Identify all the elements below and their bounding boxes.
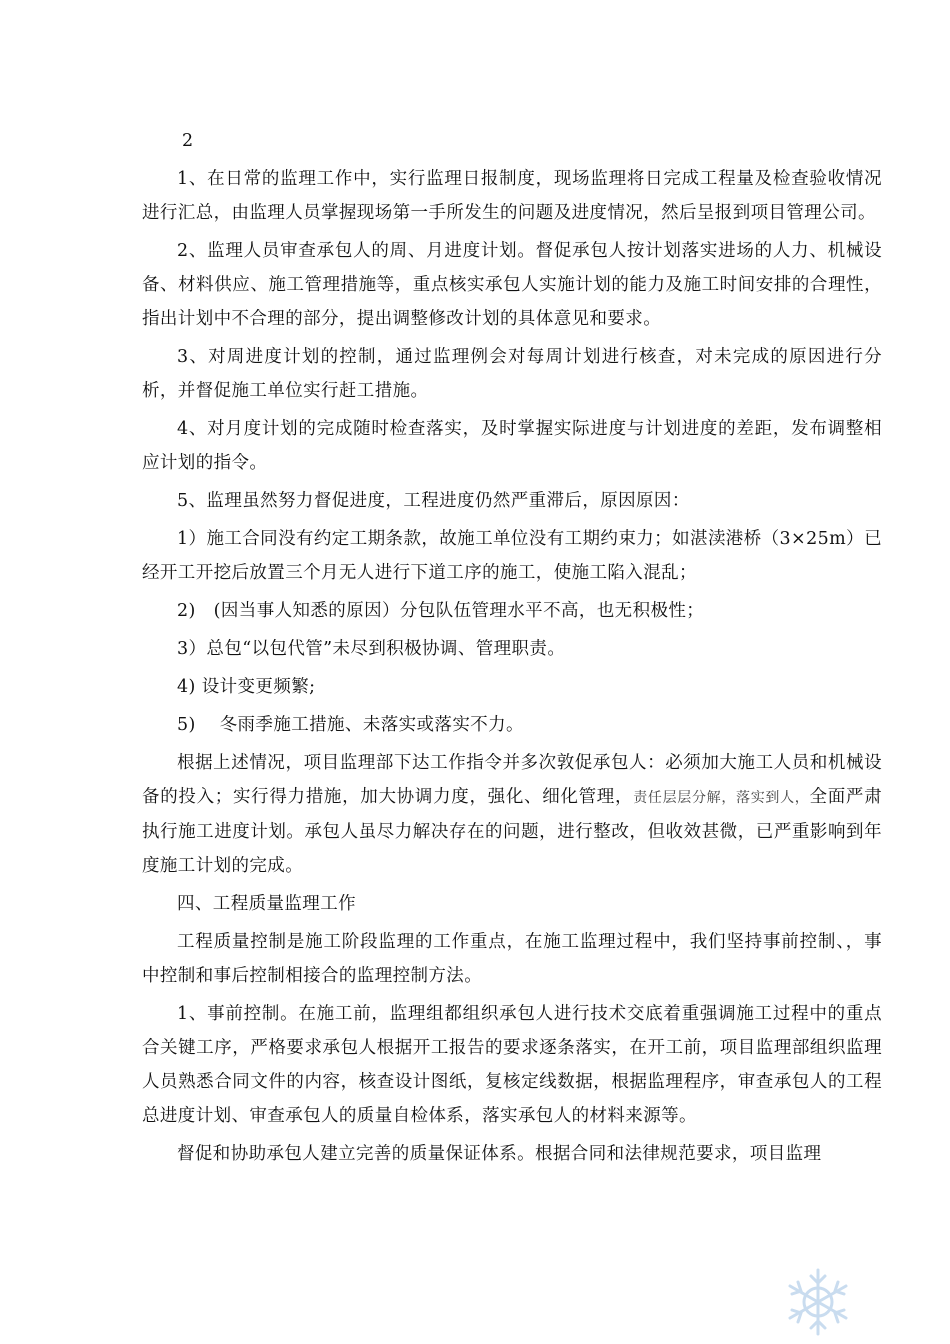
section-heading-quality: 四、工程质量监理工作 <box>177 894 356 914</box>
paragraph-quality-control: 工程质量控制是施工阶段监理的工作重点，在施工监理过程中，我们坚持事前控制、，事中控制和事后控制相接合的监理控制方法。 <box>142 932 882 986</box>
instructions-part-3: 全面严肃执行施工进度计划。承包人虽尽力解决存在的问题，进行整改，但收效甚微，已严重影响到年度施工计划的完成。 <box>142 787 882 876</box>
snowflake-watermark-icon <box>778 1266 858 1336</box>
reason-item-5: 5) 冬雨季施工措施、未落实或落实不力。 <box>177 715 524 735</box>
paragraph-instructions <box>142 746 882 883</box>
page-number: 2 <box>182 131 194 151</box>
paragraph-daily-report: 1、在日常的监理工作中，实行监理日报制度，现场监理将日完成工程量及检查验收情况进行汇总，由监理人员掌握现场第一手所发生的问题及进度情况，然后呈报到项目管理公司。 <box>142 169 882 223</box>
reason-item-3: 3）总包“以包代管”未尽到积极协调、管理职责。 <box>177 639 566 659</box>
reason-item-1: 1）施工合同没有约定工期条款，故施工单位没有工期约束力；如湛渎港桥（3×25m）已经开工开挖后放置三个月无人进行下道工序的施工，使施工陷入混乱； <box>142 529 882 583</box>
reason-item-4: 4) 设计变更频繁; <box>177 677 316 697</box>
paragraph-pre-control: 1、事前控制。在施工前，监理组都组织承包人进行技术交底着重强调施工过程中的重点合关键工序，严格要求承包人根据开工报告的要求逐条落实，在开工前，项目监理部组织监理人员熟悉合同文件的内容，核查设计图纸，复核定线数据，根据监理程序，审查承包人的工程总进度计划、审查承包人的质量自检体系，落实承包人的材料来源等。 <box>142 1004 882 1126</box>
instructions-part-1: 根据上述情况，项目监理部下达工作指令并多次敦促承包人：必须加大施工人员和机械设备的投入；实行得力措施，加大协调力度，强化、细化管理， <box>142 753 882 807</box>
paragraph-schedule-review: 2、监理人员审查承包人的周、月进度计划。督促承包人按计划落实进场的人力、机械设备、材料供应、施工管理措施等，重点核实承包人实施计划的能力及施工时间安排的合理性，指出计划中不合理的部分，提出调整修改计划的具体意见和要求。 <box>142 241 882 329</box>
paragraph-weekly-control: 3、对周进度计划的控制，通过监理例会对每周计划进行核查，对未完成的原因进行分析，并督促施工单位实行赶工措施。 <box>142 347 882 401</box>
paragraph-monthly-control: 4、对月度计划的完成随时检查落实，及时掌握实际进度与计划进度的差距，发布调整相应计划的指令。 <box>142 419 882 473</box>
paragraph-delay-reasons: 5、监理虽然努力督促进度，工程进度仍然严重滞后，原因原因： <box>177 491 690 511</box>
document-body <box>142 124 882 1175</box>
paragraph-quality-system: 督促和协助承包人建立完善的质量保证体系。根据合同和法律规范要求，项目监理 <box>177 1144 822 1164</box>
instructions-part-2: 责任层层分解，落实到人， <box>633 790 810 806</box>
reason-item-2: 2) (因当事人知悉的原因）分包队伍管理水平不高，也无积极性； <box>177 601 705 621</box>
